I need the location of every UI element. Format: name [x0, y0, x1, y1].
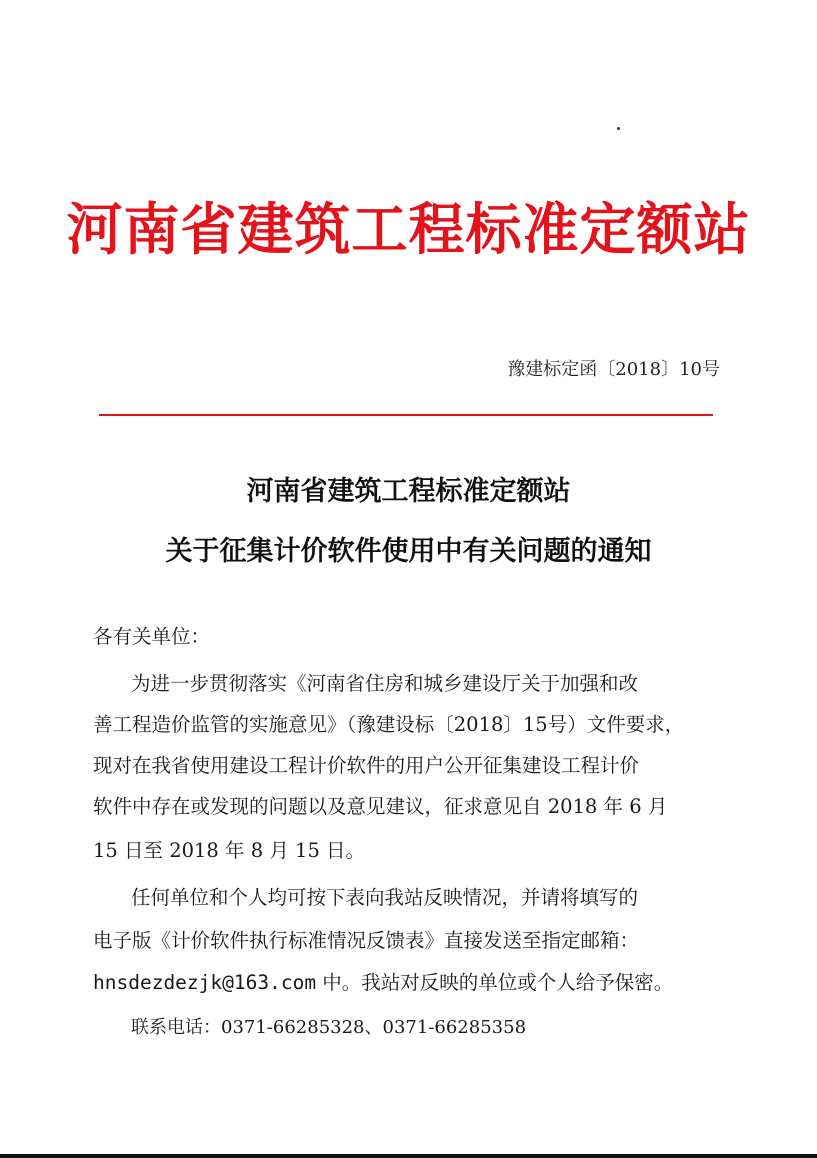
scan-speck — [617, 127, 620, 130]
email-address[interactable]: hnsdezdezjk@163.com — [93, 971, 317, 994]
paragraph2-tail: 中。我站对反映的单位或个人给予保密。 — [322, 971, 674, 994]
salutation: 各有关单位： — [93, 625, 211, 648]
notice-title-line1: 河南省建筑工程标准定额站 — [246, 476, 571, 507]
paragraph2-line: 任何单位和个人均可按下表向我站反映情况，并请将填写的 — [131, 886, 639, 909]
paragraph1-line: 软件中存在或发现的问题以及意见建议，征求意见自 2018 年 6 月 — [93, 795, 668, 818]
paragraph1-line: 为进一步贯彻落实《河南省住房和城乡建设厅关于加强和改 — [131, 672, 639, 695]
letterhead-divider — [99, 414, 713, 416]
paragraph1-line: 现对在我省使用建设工程计价软件的用户公开征集建设工程计价 — [93, 754, 640, 777]
document-number: 豫建标定函〔2018〕10号 — [507, 359, 720, 380]
contact-phone: 联系电话：0371-66285328、0371-66285358 — [131, 1017, 527, 1038]
notice-title-line2: 关于征集计价软件使用中有关问题的通知 — [165, 536, 652, 567]
paragraph1-line: 善工程造价监管的实施意见》（豫建设标〔2018〕15号）文件要求， — [93, 713, 685, 736]
paragraph1-line: 15 日至 2018 年 8 月 15 日。 — [93, 839, 366, 862]
paragraph2-line: 电子版《计价软件执行标准情况反馈表》直接发送至指定邮箱： — [93, 929, 640, 952]
paragraph2-line — [93, 970, 723, 996]
letterhead-title: 河南省建筑工程标准定额站 — [66, 197, 751, 263]
scan-bottom-edge — [0, 1154, 817, 1158]
